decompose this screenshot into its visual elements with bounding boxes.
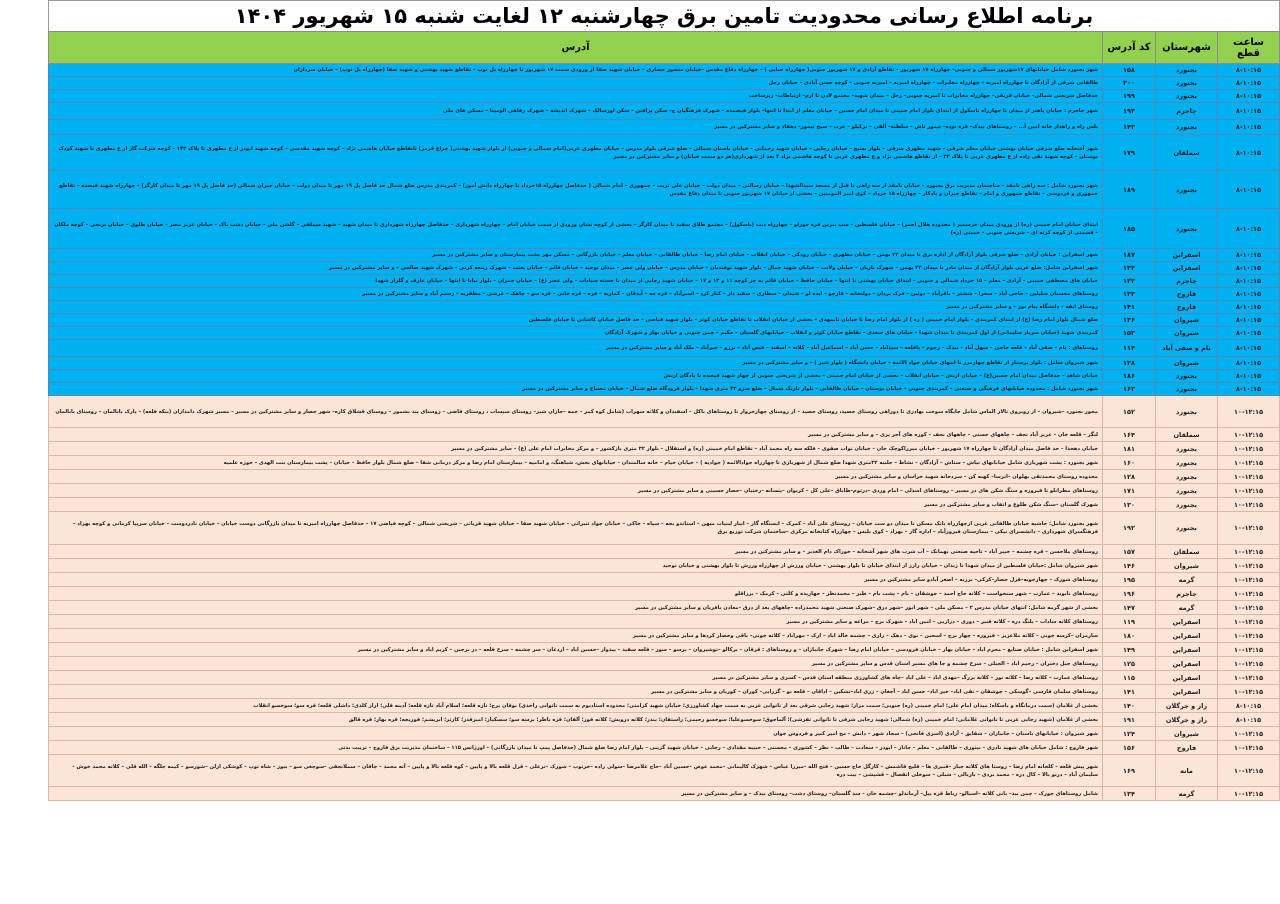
city-cell: بجنورد — [1156, 470, 1218, 484]
address-cell: شهر بجنورد : پشت شهربازی شامل خیابانهای تیاش – ستاش – آزادگان – نشاط – جلنبه ۳۲متری شهدا ضلع شمال از شهربازی تا چهارراه جوادالائمه ( جوادیه ) – خیابان خیام – خانه سالمندان – خیابانهای بخش، شباهنگ، و امامیه – بیمارستان امام رضا و مرکز درمانی شفا – ضلع شمال بلوار حافظ – خیابان – پشت بیمارستان بنت الهدی – حوزه علمیه — [49, 456, 1103, 470]
address-cell: محدوده روستای محمدتقی بهلوان –اترسا– کهنه کن – سردخانه شهید خراسان و سایر مشترکین در مسیر — [49, 470, 1103, 484]
city-cell: اسفراین — [1156, 249, 1218, 262]
table-row — [49, 370, 1280, 383]
address-cell: ضلع شمال بلوار امام رضا (ع) از ابتدای کمربندی – بلوار امام خمینی ( ره ) از بلوار امام رضا تا خیابان تابمهدی – بخشی از خیابان انقلاب تا تقاطع خیابان کوثر – بلوار شهید فیاضی – حد فاصل خیابان کاشانی تا خیابان فلسطین — [49, 314, 1103, 327]
table-row — [49, 787, 1280, 801]
address-code-cell: ۱۱۹ — [1103, 615, 1156, 629]
address-code-cell: ۱۴۰ — [1103, 699, 1156, 713]
address-code-cell: ۱۵۳ — [1103, 327, 1156, 340]
outage-time-cell: ۱۰-۱۲:۱۵ — [1218, 601, 1280, 615]
outage-time-cell: ۱۰-۱۲:۱۵ — [1218, 484, 1280, 498]
address-code-cell: ۱۵۷ — [1103, 545, 1156, 559]
outage-time-cell: ۱۰-۱۲:۱۵ — [1218, 428, 1280, 442]
city-cell: اسفراین — [1156, 657, 1218, 671]
address-code-cell: ۱۹۵ — [1103, 573, 1156, 587]
city-cell: شیروان — [1156, 559, 1218, 573]
city-cell: بجنورد — [1156, 383, 1218, 396]
city-cell: شیروان — [1156, 314, 1218, 327]
address-cell: شهر شیروان شامل :خیابان فلسطین از میدان شهدا تا زندان – خیابان رازز از ابتدای خیابان تا بلوار بهشتی – خیابان ورزش از چهارراه ورزش تا بلوار بهشتی و خیابان توحید — [49, 559, 1103, 573]
table-row — [49, 135, 1280, 171]
address-code-cell: ۱۶۰ — [1103, 456, 1156, 470]
city-cell: بجنورد — [1156, 442, 1218, 456]
address-cell: شهر پیش قلعه – کلخانه امام رضا – روستا های کلاته جبار –قنبری ها – قلیج قاشمش – کارگل حاج حسین – فتح الله –میرزا عباس – شهرک کالیمانی –محمد عوض –حسین آباد –حاج غلامرضا –سولی زاده –خرتوب – شورک –ترعلی – قزل قلعه بالا و پایین – کوه قلعه بالا و پایین – آته محمد – جاقان – سملاتجقی –سوچغی سو – بیوز – شاه توپ – کوشکی ارلن –شورسو – کیمه جلگه – الله قلی – کلاته محمد خوش – سلیمان آباد – درتو بالا – کال دره – محمد بردی – باربالی – شبلی – سوخلی انقصال – قشیشی – بیت دره — [49, 755, 1103, 787]
city-cell: بجنورد — [1156, 209, 1218, 249]
outage-time-cell: ۸-۱۰:۱۵ — [1218, 340, 1280, 357]
table-row — [49, 301, 1280, 314]
city-cell: اسفراین — [1156, 685, 1218, 699]
outage-time-cell: ۸-۱۰:۱۵ — [1218, 103, 1280, 120]
address-code-cell: ۱۵۶ — [1103, 741, 1156, 755]
outage-time-cell: ۸-۱۰:۱۵ — [1218, 357, 1280, 370]
address-cell: شهر بجنورد شامل: حاشیه خیابان طالقانی غربی ازچهارراه بانک مسکن تا میدان دو ست خیابان – روستای علی آباد – کمرک – ایستگاه گاز – انبار لبنیات میهن – استاندو بجه – سپاه – خاکی – خیابان جواد ثنیراتی – خیابان شهید صفا – خیابان شهید قربانی – شریعتی شمالی – کوچه فیاضی ۱۷ – حدفاصل چهارراه امیریه تا میدان بازرگانی دوست خیابان – خیابان نادردوست – خیابان سرپیا کرمانی و کوچه بهزاد – فرهنگسرای شهرداری – دانشسرای نیکی – بیمارستان فیروزآباد – اداره گاز – بهزاد – کوی بلیس – چهارراه کتابخانه مرکزی –ساختمان شرکت توزیع برق — [49, 512, 1103, 545]
table-row — [49, 120, 1280, 135]
address-code-cell: ۱۴۷ — [1103, 601, 1156, 615]
address-code-cell: ۱۴۳ — [1103, 120, 1156, 135]
city-cell: جاجرم — [1156, 275, 1218, 288]
address-code-cell: ۱۳۳ — [1103, 288, 1156, 301]
city-cell: اسفراین — [1156, 643, 1218, 657]
outage-time-cell: ۱۰-۱۲:۱۵ — [1218, 512, 1280, 545]
outage-time-cell: ۸-۱۰:۱۵ — [1218, 327, 1280, 340]
table-row — [49, 340, 1280, 357]
address-code-cell: ۱۷۱ — [1103, 484, 1156, 498]
outage-time-cell: ۸-۱۰:۱۵ — [1218, 383, 1280, 396]
address-code-cell: ۱۲۳ — [1103, 275, 1156, 288]
address-code-cell: ۱۶۴ — [1103, 428, 1156, 442]
table-row — [49, 456, 1280, 470]
table-row — [49, 442, 1280, 456]
outage-time-cell: ۱۰-۱۲:۱۵ — [1218, 643, 1280, 657]
address-code-cell: ۱۷۹ — [1103, 135, 1156, 171]
table-row — [49, 685, 1280, 699]
outage-time-cell: ۱۰-۱۲:۱۵ — [1218, 470, 1280, 484]
outage-time-cell: ۸-۱۰:۱۵ — [1218, 262, 1280, 275]
address-cell: بخشی از شهر گرمه شامل: انتهای خیابان مدرس ۲ – مسکن ملی – شهر ابور –شهر درق –شهرک صنعتی شهید محمدزاده –چاههای بعد از درق –معادن بافریان و سایر مشترکین در مسیر — [49, 601, 1103, 615]
address-cell: روستاهای کلاته سادات – بلنگ دره – کلاته قنبر – دوری – دزازیی – امین اباد – شهرک برج – مراغه و سایر مشترکین در مسیر — [49, 615, 1103, 629]
address-code-cell: ۱۸۷ — [1103, 249, 1156, 262]
address-code-cell: ۱۸۶ — [1103, 370, 1156, 383]
address-code-cell: ۱۳۲ — [1103, 262, 1156, 275]
city-cell: فاروج — [1156, 741, 1218, 755]
city-cell: راز و جرگلان — [1156, 699, 1218, 713]
address-cell: شهر جاجرم : خیابان پاهنر از میدان تا چهارراه باسکول از ابتدای بلوار امام خمینی تا میدان امام حسین – خیابان معلم از ابتدا تا انتها– بلوار قیصمده – شهرک فرهنگیان ج– سکن پرافتن – سکن اورسالک – شهرک اندیشه – شهرک رفاهی الومینا – مسکن های ملی — [49, 103, 1103, 120]
address-code-cell: ۱۱۴ — [1103, 340, 1156, 357]
address-code-cell: ۱۳۶ — [1103, 314, 1156, 327]
outage-time-cell: ۱۰-۱۲:۱۵ — [1218, 573, 1280, 587]
address-code-cell: ۱۹۹ — [1103, 90, 1156, 103]
address-code-cell: ۱۳۰ — [1103, 498, 1156, 512]
address-cell: شهرک گلستان –سنگ شکن طلوع و اتفاب و سایر مشترکین در مسیر — [49, 498, 1103, 512]
city-cell: راز و جرگلان — [1156, 713, 1218, 727]
outage-time-cell: ۱۰-۱۲:۱۵ — [1218, 396, 1280, 428]
outage-time-cell: ۸-۱۰:۱۵ — [1218, 90, 1280, 103]
table-row — [49, 249, 1280, 262]
outage-time-cell: ۸-۱۰:۱۵ — [1218, 171, 1280, 209]
table-row — [49, 512, 1280, 545]
outage-time-cell: ۸-۱۰:۱۵ — [1218, 713, 1280, 727]
outage-schedule-table — [48, 31, 1280, 801]
power-outage-schedule-document — [48, 0, 1280, 801]
address-cell: روستاهای ملاحسن – قره چشمه – خیبر آباد – ناحیه صنعتی بهمانک – آب شرب های شهر آشخانه – خوراک دام الغدیر – و سایر مشترکین در مسیر — [49, 545, 1103, 559]
city-cell: سملقان — [1156, 135, 1218, 171]
address-cell: طالقانی شرقی از آزادگان تا چهارراه امیریه – چهارراه مخابرات – چهارراه امیریه – امیریه جنوبی – کوچه حسن آبادی – خیابان زحل — [49, 77, 1103, 90]
table-row — [49, 615, 1280, 629]
outage-time-cell: ۱۰-۱۲:۱۵ — [1218, 587, 1280, 601]
address-code-cell: ۱۴۹ — [1103, 643, 1156, 657]
address-cell: لنگر – قلعه خان – عزیز آباد نجف – چاههای حسنی – چاههای نجف – کوره های آجر پزی – و سایر مشترکین در مسیر — [49, 428, 1103, 442]
address-cell: شهر بجنورد شامل : سه راهی نامقد – ساختمان مدیریت برق بجنورد – خیابان نامقد از سه راهی نا قبل از مسجد سیدالشهدا – خیابان رسالتی – میدان دولت – خیابان علی تربت – جمهوری – امام شمالی ( حدفاصل چهارراه ۱۵خرداد تا چهارراه دانش آموز) – کمربندی مدرس ضلع شمال حد فاصل پل ۱۹ مهر تا میدان دولت – خیابان جبران شمالی (حد فاصل پل ۱۹ مهر تا میدان کارگر) – چهارراه شهید قیصده – تقاطع جمهوری و فردوسی – تقاطع جمهوری و امام – تقاطع جبران و بادکار – چهارراه ۱۵ خرداد – کوی امیر المومنین – بخشی از خیابان ۱۷ شهریور جنوبی تا میدان دفاع مقدس — [49, 171, 1103, 209]
address-code-cell: ۱۹۲ — [1103, 512, 1156, 545]
address-cell: روستاهای شورک – چهارجویه–قزل حصار–کرکی– برزنه – اصغر آبادو سایر مشترکین در مسیر — [49, 573, 1103, 587]
city-cell: بجنورد — [1156, 456, 1218, 470]
city-cell: بجنورد — [1156, 90, 1218, 103]
outage-time-cell: ۸-۱۰:۱۵ — [1218, 77, 1280, 90]
address-cell: خیابان شاهد – حدفاصل میدان امام حسین(ع) – خیابان ارتش – خیابان انقلاب – بخشی از خیابان امام خمینی – بخشی از شریعتی جنوبی از چهار شهید قیصده تا پادگان ارتش — [49, 370, 1103, 383]
city-cell: فاروج — [1156, 301, 1218, 314]
address-code-cell: ۱۶۹ — [1103, 755, 1156, 787]
address-cell: بخشی از غلامان (شهید رجایی غربی تا تاتوانی غلامانی؛ امام خمینی (ره) شمالی؛ شهید رجایی شرقی تا تاتوانی تفرشی)؛ آلماجوق؛ سوخسوعلیا؛ سوخسو رحیمی؛ راستقان؛ بندر؛ کلاته درویش؛ کلاته قوز؛ آلقان؛ قره باطر؛ برسه سو؛ سسکیار؛ امیرقدر؛ کارتر؛ ابریشم؛ قوریجه؛ قره بهار؛ قره قالق — [49, 713, 1103, 727]
outage-time-cell: ۸-۱۰:۱۵ — [1218, 120, 1280, 135]
city-cell: اسفراین — [1156, 615, 1218, 629]
table-row — [49, 573, 1280, 587]
address-code-cell: ۱۲۸ — [1103, 470, 1156, 484]
table-row — [49, 64, 1280, 77]
table-row — [49, 484, 1280, 498]
address-cell: شهر اسفراین شامل: ضلع غربی بلوار آزادگان از میدان مادر تا میدان ۲۲ بهمن – شهرک باریان – خیابان ولایت – خیابان شهید جمال – بلوار شهید نوقندیان – خیابان مدرس – خیابان ولی عصر – میدان توحید – خیابان قائم – خیابان بعثت – شهرک زینعه کرنی – شهرک شهید صالحی – و سایر مشترکین در مسیر — [49, 262, 1103, 275]
city-cell: اسفراین — [1156, 629, 1218, 643]
table-row — [49, 671, 1280, 685]
table-row — [49, 559, 1280, 573]
address-cell: حدفاصل شریعتی شمالی– خیابان قرنقی– چهارراه مخابرات تا امیریه جنوبی– زحل – میدان شهید– مجتمع لادن تا ارم– ارتباطات– زیرساخت — [49, 90, 1103, 103]
table-row — [49, 77, 1280, 90]
outage-time-cell: ۱۰-۱۲:۱۵ — [1218, 741, 1280, 755]
table-row — [49, 601, 1280, 615]
city-cell: مانه — [1156, 755, 1218, 787]
outage-time-cell: ۸-۱۰:۱۵ — [1218, 314, 1280, 327]
outage-time-cell: ۱۰-۱۲:۱۵ — [1218, 545, 1280, 559]
address-code-cell: ۱۱۵ — [1103, 671, 1156, 685]
table-row — [49, 741, 1280, 755]
city-cell: شیروان — [1156, 727, 1218, 741]
outage-time-cell: ۱۰-۱۲:۱۵ — [1218, 671, 1280, 685]
address-cell: روستاهای محسنان سلیلین – حاجی آباد – سحرا – ششتر – باقرآباد – دوئین – فرک بردان – دولتخانه – فارچو – ایده لو – شیدان – سطاری – سفید دار – کنار کرد – اسیرآباد – قره چه – آیدقان – کماریه – فره – قره جانی – قره سو – چاهک – غرشی – مظفریه – رستم آباد و سایر مشترکین در مسیر — [49, 288, 1103, 301]
table-row — [49, 275, 1280, 288]
header-city: شهرستان — [1156, 32, 1218, 64]
table-row — [49, 314, 1280, 327]
address-cell: شهر شیروان : خیابانهای باستان – جانبازان – شقایق – آزادی (اسری فاتحی) – سجاد شهر – دانش – مخ امیر کبیر و فردوس جوان — [49, 727, 1103, 741]
outage-time-cell: ۸-۱۰:۱۵ — [1218, 135, 1280, 171]
outage-time-cell: ۱۰-۱۲:۱۵ — [1218, 498, 1280, 512]
outage-time-cell: ۸-۱۰:۱۵ — [1218, 370, 1280, 383]
address-code-cell: ۱۳۴ — [1103, 787, 1156, 801]
address-code-cell: ۱۸۹ — [1103, 171, 1156, 209]
city-cell: بام و صفی آباد — [1156, 340, 1218, 357]
address-code-cell: ۱۹۱ — [1103, 713, 1156, 727]
city-cell: فاروج — [1156, 288, 1218, 301]
header-address: آدرس — [49, 32, 1103, 64]
address-cell: شهر بجنورد شامل خیابانهای ۱۷شهریور شمالی و جنوبی– چهارراه ۱۷ شهریور – تقاطع آزادی و ۱۷ شهریور جنوبی( چهارراه حنایی ) – چهارراه دفاع مقدس –خیابان منصور حصاری – خیابان شهید صفا از ورودی سمت ۱۷ شهریور تا چهارراه پل توپ – تقاطع شهید بهشتی و شهید صفا (چهارراه پل توپ) – خیابان سرداران — [49, 64, 1103, 77]
city-cell: سملقان — [1156, 545, 1218, 559]
outage-time-cell: ۱۰-۱۲:۱۵ — [1218, 456, 1280, 470]
table-row — [49, 171, 1280, 209]
address-code-cell: ۱۵۲ — [1103, 396, 1156, 428]
outage-time-cell: ۱۰-۱۲:۱۵ — [1218, 787, 1280, 801]
outage-time-cell: ۱۰-۱۲:۱۵ — [1218, 615, 1280, 629]
address-code-cell: ۱۹۶ — [1103, 587, 1156, 601]
address-code-cell: ۱۲۴ — [1103, 727, 1156, 741]
table-header-row — [49, 32, 1280, 64]
address-cell: خیابان دهخدا – حد فاصل میدان آزادگان تا چهارراه ۱۷ شهریور – خیابان میرزاکوچک خان – خیابان نواب صفوی – فلکه سه راه محمد آباد – تقاطع امام خمینی (ره) و استقلال – بلوار ۳۲ متری بازکشور – و مرکز مخابرات امام علی (ع) – سایر مشترکین در مسیر — [49, 442, 1103, 456]
outage-time-cell: ۸-۱۰:۱۵ — [1218, 288, 1280, 301]
address-cell: روستای ابقه – دانشگاه پیام نور – و سایر مشترکین در مسیر — [49, 301, 1103, 314]
header-address-code: کد آدرس — [1103, 32, 1156, 64]
city-cell: اسفراین — [1156, 671, 1218, 685]
page-title: برنامه اطلاع رسانی محدودیت تامین برق چهارشنبه ۱۲ لغایت شنبه ۱۵ شهریور ۱۴۰۴ — [48, 0, 1280, 31]
table-row — [49, 713, 1280, 727]
address-code-cell: ۱۹۳ — [1103, 103, 1156, 120]
city-cell: بجنورد — [1156, 120, 1218, 135]
city-cell: گرمه — [1156, 787, 1218, 801]
address-cell: محور بجنورد –شیروان – از روبروی تالار الماس شامل جایگاه سوخت بهادری تا دوراهی روستای حصید، روستای حصید – از روستای چهارخروار تا روستاهای باکل – اسفندان و کلاته سهراب (شامل کوه کمر – جمه –جاران شیر– روستای سیساب ، روستای قاضی – روستای بند بشمور – روستای قشلاق کاره– شهر حصار و سایر مشترکین در مسیر – مسیر شهرک دامداران (بنکه قلعه) – پارک بابالمان – روستای بابالمان — [49, 396, 1103, 428]
address-cell: شامل روستاهای جورک – چمن بید– بانی کلاته –اسبالو– رباط قره بیل– آرماندلو –چشمه خان – سد گلستان– روستای دشت– روستای بیدک – و سایر مشترکین در مسیر — [49, 787, 1103, 801]
address-code-cell: ۱۴۱ — [1103, 301, 1156, 314]
table-row — [49, 699, 1280, 713]
city-cell: جاجرم — [1156, 103, 1218, 120]
address-cell: سارمران –کرسه خونی – کلاته ملاعزیز – فیروزه – چهار برج – اسحین – نوی – دهک – زاری – چشمه خالد اباد – ارک – مهراباد – کلاته خونی– باقی وحصار کردها و سایر مشترکین در مسیر — [49, 629, 1103, 643]
city-cell: بجنورد — [1156, 498, 1218, 512]
city-cell: شیروان — [1156, 357, 1218, 370]
address-code-cell: ۱۴۱ — [1103, 685, 1156, 699]
table-row — [49, 587, 1280, 601]
outage-time-cell: ۱۰-۱۲:۱۵ — [1218, 629, 1280, 643]
table-row — [49, 262, 1280, 275]
city-cell: بجنورد — [1156, 512, 1218, 545]
outage-time-cell: ۸-۱۰:۱۵ — [1218, 64, 1280, 77]
city-cell: سملقان — [1156, 428, 1218, 442]
address-cell: روستاهای سلمان فارسی –گوسکی – جوشقان – نقی اباد– خیر اباد– حسن اباد – آجغان – زری اباد–تشکین – اداقان – قلعه نو – گزرایی– کوران – کوربان و سایر مشترکین در مسیر — [49, 685, 1103, 699]
address-cell: خیابان های مصطفی خمینی – آزادی – معلم – ۱۵ خرداد شمالی و جنوبی – ابتدای خیابان بهشتی تا انتها – خیابان حافظ – خیابان قائم به جز کوچه ۱۱ و ۱۳ و ۱۷ – خیابان شهید رجایی از میدان تا خسته سیادات – ولی عصر (ع) – خیابان جمران – بلوار بیانا تا انتها – خیابان عارف و گلزار شهدا — [49, 275, 1103, 288]
outage-time-cell: ۱۰-۱۲:۱۵ — [1218, 685, 1280, 699]
city-cell: گرمه — [1156, 601, 1218, 615]
table-row — [49, 327, 1280, 340]
city-cell: بجنورد — [1156, 484, 1218, 498]
city-cell: بجنورد — [1156, 64, 1218, 77]
address-cell: روستاهای : بام – صفی آباد – قلعه حاجی – سهل آباد – بیدک – رچوم – پاقلعه – سیداباد – حسن آباد – اسماعیل آباد – کلاته – اسفند – فیض آباد – برزو – خیرآباد – ملک آباد و سایر مشترکین در مسیر — [49, 340, 1103, 357]
address-cell: کمربندی شهید (خیابان سرباز سلیمانی) از اول کمربندی تا میدان شهدا – خیابان های سعدی – تقاطع خیابان کوثر و انقلاب – خیابانهای گلستان – حکیم – چمن جنوبی و خیابان بهار و شهرک آزادگان — [49, 327, 1103, 340]
outage-time-cell: ۱۰-۱۲:۱۵ — [1218, 559, 1280, 573]
address-cell: ابتدای خیابان امام خمینی (ره) از ورودی میدان خرسمیر ( محدوده هلال احمر) – خیابان فلسطین – سپ بنزین قره جورلو – چهارراه دبت (باسکول) – مجتمع طلای سفید تا میدان کارگر – بخشی از کوچه نشان ورودی از سمت خیابان امام – چهارراه شهرداری – حدفاصل چهارراه شهرداری تا میدان شهید – شهید سملقی – گلشن ملی – خیابان دشت باک – خیابان عزیز مصر – خیابان طلوی – خیابان برنجی – کوچه ملکان – قسمتی از کوچه کرته ای – شریعتی جنوبی – خمینی (ره) — [49, 209, 1103, 249]
address-cell: شهر بجنورد شامل : محدوده خیابانهای فرهنگی و صنعتی – کمربندی جنوبی – خیابان بوستان – خیابان طالقانی – بلوار تاریک شمال – ضلع سرو ۳۲ متری شهدا – بلوار فرودگاه ضلع شمال – خیابان مصباح و سایر مشترکین در مسیر — [49, 383, 1103, 396]
address-cell: بخشی از غلامان (سمت درمانگاه و باسکاه؛ میدان امام علی؛ امام خمینی (ره) جنوبی؛ سمت مزار؛ شهید رجایی شرقی بعد از تاتوانی غربی به سمت جهاد کشاورزی؛ خیابان شهید کرامتی؛ محدوده استادیوم به سمت تاتوانی راحدی) بوقان برج؛ تازه قلعه؛ اسلام آباد تازه قلعه؛ آدینه قلی؛ اراز کلدی؛ داشلی قلعه؛ قره سو؛ سوخسو انقلاب — [49, 699, 1103, 713]
outage-time-cell: ۱۰-۱۲:۱۵ — [1218, 442, 1280, 456]
address-code-cell: ۱۸۰ — [1103, 629, 1156, 643]
address-cell: روستاهای عمارت – کلاته رضا – کلاته نور – کلاته بزرگ –مهدی اباد – علی اباد –چاه های کشاورزی منطقه استان قدس – کسری و سایر مشترکین در مسیر — [49, 671, 1103, 685]
address-code-cell: ۱۵۸ — [1103, 64, 1156, 77]
header-outage-time: ساعت قطع — [1218, 32, 1280, 64]
city-cell: بجنورد — [1156, 396, 1218, 428]
city-cell: اسفراین — [1156, 262, 1218, 275]
address-cell: شهر اسفراین شامل : خیابان صنایع – محرم اباد – خیابان بهار – خیابان فرودسی – خیابان امام رضا – شهرک جانبازان – و روستاهای : قرقان – برکالو –توشیروان – برسو – سور – قلعه سفید – بیدواز –حسین اباد – اردغان – سر چشمه – سرخ قلعه – در برجین – کریم اباد و سایر مشترکین در مسیر — [49, 643, 1103, 657]
address-code-cell: ۱۸۵ — [1103, 209, 1156, 249]
table-row — [49, 288, 1280, 301]
table-row — [49, 383, 1280, 396]
city-cell: بجنورد — [1156, 77, 1218, 90]
outage-time-cell: ۸-۱۰:۱۵ — [1218, 249, 1280, 262]
outage-time-cell: ۱۰-۱۲:۱۵ — [1218, 755, 1280, 787]
table-row — [49, 470, 1280, 484]
table-body — [49, 64, 1280, 801]
table-row — [49, 428, 1280, 442]
table-row — [49, 103, 1280, 120]
address-code-cell: ۱۳۸ — [1103, 357, 1156, 370]
table-row — [49, 755, 1280, 787]
city-cell: جاجرم — [1156, 587, 1218, 601]
address-code-cell: ۱۲۵ — [1103, 657, 1156, 671]
city-cell: بجنورد — [1156, 370, 1218, 383]
address-cell: شهر شیروان شامل : بلوار پرستار از تقاطع چهارمرز تا انتهای خیابان جواد الائمه – خیابان دانشگاه ( بلوار شیر ) – و سایر مشترکین در مسیر — [49, 357, 1103, 370]
table-row — [49, 498, 1280, 512]
table-row — [49, 357, 1280, 370]
table-row — [49, 396, 1280, 428]
address-cell: روستاهای جیل دختران – رحیم اباد – الجیلی – سرخ چشمه و جا های مسیر استان قدس و سایر مشترکین در مسیر — [49, 657, 1103, 671]
table-row — [49, 209, 1280, 249]
table-row — [49, 657, 1280, 671]
address-cell: شهر آشخانه ضلع شرقی خیابان بهشتی خیابان معلم شرقی – شهید مطهری شرقی – بلوار بسیج – خیابان رجایی – خیابان شهید رحمانی – خیابان باستان شمالی – ضلع شرقی بلوار مدرس – خیابان مطهری غربی(امام شمالی و جنوبی) از بلوار شهید بهشتی( چراغ قرمز) تاتقاطع خیابان هاشمی نژاد – کوچه شهید مقدسی – کوچه شهید ابوذر از ع مطهری تا پلاک ۱۴۳ – کوچه شرکت گاز از ع مطهری تا شهید کودک بوستان – کوچه شهید تقی زاده از ع مطهری غربی تا پلاک ۳۲ – از تقاطع هاشمی نژاد و ع مطهری غربی تا کوچه هاشمی نژاد ۴ بعد از شهرداری(هر دو سمت خیابان) و سایر مشترکین در مسیر — [49, 135, 1103, 171]
table-row — [49, 90, 1280, 103]
outage-time-cell: ۸-۱۰:۱۵ — [1218, 699, 1280, 713]
outage-time-cell: ۸-۱۰:۱۵ — [1218, 275, 1280, 288]
table-row — [49, 727, 1280, 741]
city-cell: گرمه — [1156, 573, 1218, 587]
table-row — [49, 545, 1280, 559]
address-cell: شهر فاروج : شامل خیابان های شهید نادری – نیتوری – طالقانی – معلم – جاناز – ابوذر – سعادت – طالب – نظر – کشوری – محسنی – حبیبه مقدادی – رجایی – خیابان شهید گزینی – بلوار امام رضا ضلع شمال (حدفاصل پمپ تا میدان بازرگانی) – اورژانس ۱۱۵ – ساختمان مدیریت برق فاروج – تربیت بدنی — [49, 741, 1103, 755]
address-code-cell: ۱۶۳ — [1103, 383, 1156, 396]
outage-time-cell: ۱۰-۱۲:۱۵ — [1218, 657, 1280, 671]
city-cell: شیروان — [1156, 327, 1218, 340]
city-cell: بجنورد — [1156, 171, 1218, 209]
table-row — [49, 629, 1280, 643]
table-row — [49, 643, 1280, 657]
address-cell: روستاهای نابوند – عمارت – شهر سنخواست – کلاته حاج احمد – جوشقان – بام – پشت بام – طبر – محمدنظر – جهارپده و کلتی – کرمک – برزاقلو — [49, 587, 1103, 601]
address-code-cell: ۲۰۰ — [1103, 77, 1156, 90]
outage-time-cell: ۸-۱۰:۱۵ — [1218, 209, 1280, 249]
address-cell: بلس راه و راهدار خانه امین آ... – روستاهای بیدک– قره توده– تیمور تاش – سلطنه– آلقی – ترکیلو – غرب – سیخ تیمور– دهقاد و سایر مشترکین در مسیر — [49, 120, 1103, 135]
address-code-cell: ۱۴۶ — [1103, 559, 1156, 573]
outage-time-cell: ۸-۱۰:۱۵ — [1218, 301, 1280, 314]
address-cell: شهر اسفراین : خیابان آزادی – ضلع شرقی بلوار آزادگان از اداره برق تا میدان ۲۲ بهمن – خیابان مطهری – خیابان رودکی – خیابان انقلاب – خیابان امام رضا – خیابان طالقانی – خیابان معلم – خیابان بازرگانی – مسکن مهر پشت بیمارستان و سایر مشترکین در مسیر — [49, 249, 1103, 262]
address-code-cell: ۱۸۱ — [1103, 442, 1156, 456]
outage-time-cell: ۱۰-۱۲:۱۵ — [1218, 727, 1280, 741]
address-cell: روستاهای مطرانلو تا فیروزه و سنگ شکن های در مسیر – روستاهای اسدلی – امام وردی –درتوم–طایاق –علی کل – کریوان –ینساته –رختیان –حصار حسینی و سایر مشترکین در مسیر — [49, 484, 1103, 498]
